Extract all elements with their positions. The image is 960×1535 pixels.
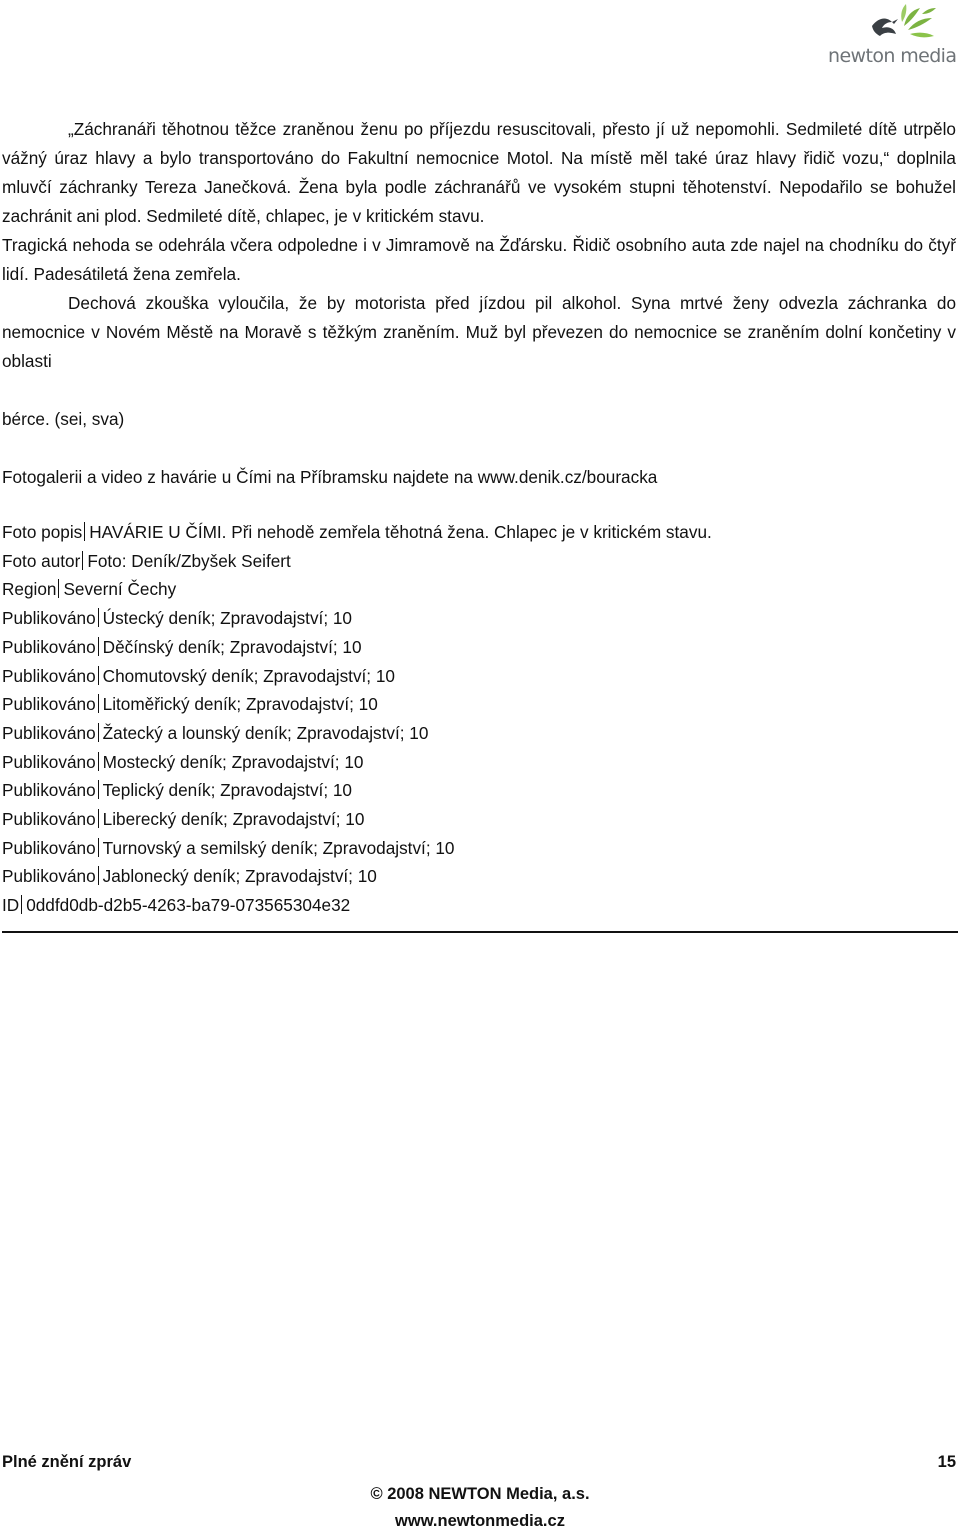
metadata-row: [2, 719, 956, 748]
metadata-value: Litoměřický deník; Zpravodajství; 10: [102, 694, 378, 715]
article-paragraph: Fotogalerii a video z havárie u Čími na Příbramsku najdete na www.denik.cz/bouracka: [2, 467, 658, 487]
newton-media-logo: [826, 4, 958, 68]
metadata-list: [2, 518, 956, 920]
metadata-key: Publikováno: [2, 809, 96, 830]
article-paragraph: Tragická nehoda se odehrála včera odpoledne i v Jimramově na Žďársku. Řidič osobního auta zde najel na chodníku do čtyř lidí. Padesátiletá žena zemřela.: [2, 235, 956, 284]
metadata-row: [2, 575, 956, 604]
metadata-key: Region: [2, 579, 57, 600]
metadata-value: Jablonecký deník; Zpravodajství; 10: [102, 866, 377, 887]
metadata-key: Publikováno: [2, 722, 96, 743]
metadata-row: [2, 748, 956, 777]
metadata-key: Foto popis: [2, 522, 83, 542]
footer-url: www.newtonmedia.cz: [395, 1512, 565, 1530]
metadata-value: Liberecký deník; Zpravodajství; 10: [102, 809, 365, 830]
article-body: [2, 115, 956, 492]
metadata-row: [2, 862, 956, 891]
metadata-row: [2, 805, 956, 834]
metadata-value: Turnovský a semilský deník; Zpravodajství; 10: [102, 837, 455, 858]
logo-text: newton media: [828, 45, 957, 67]
page-number: 15: [937, 1453, 956, 1471]
article-paragraph: bérce. (sei, sva): [2, 409, 125, 429]
metadata-row: [2, 891, 956, 920]
metadata-row: [2, 834, 956, 863]
metadata-value: Severní Čechy: [63, 579, 177, 600]
article-paragraph: „Záchranáři těhotnou těžce zraněnou ženu po příjezdu resuscitovali, přesto jí už nepomohli. Sedmileté dítě utrpělo vážný úraz hlavy a bylo transportováno do Fakultní nemocnice Motol. Na místě měl také úraz hlavy řidič vozu,“ doplnila mluvčí záchranky Tereza Janečková. Žena byla podle záchranářů ve vysokém stupni těhotenství. Nepodařilo se bohužel zachránit ani plod. Sedmileté dítě, chlapec, je v kritickém stavu.: [2, 119, 956, 226]
metadata-value: HAVÁRIE U ČÍMI. Při nehodě zemřela těhotná žena. Chlapec je v kritickém stavu.: [89, 522, 712, 542]
metadata-key: Publikováno: [2, 694, 96, 715]
metadata-key: ID: [2, 895, 20, 916]
metadata-key: Publikováno: [2, 780, 96, 801]
footer-title: Plné znění zpráv: [2, 1453, 132, 1471]
horizontal-divider: [2, 931, 958, 933]
metadata-key: Publikováno: [2, 866, 96, 887]
metadata-value: 0ddfd0db-d2b5-4263-ba79-073565304e32: [26, 895, 351, 916]
metadata-value: Ústecký deník; Zpravodajství; 10: [102, 608, 352, 629]
metadata-row: [2, 633, 956, 662]
metadata-value: Chomutovský deník; Zpravodajství; 10: [102, 665, 395, 686]
metadata-key: Publikováno: [2, 837, 96, 858]
metadata-row: [2, 547, 956, 576]
metadata-value: Žatecký a lounský deník; Zpravodajství; 10: [102, 722, 429, 743]
metadata-key: Foto autor: [2, 550, 81, 571]
footer-center: [0, 1481, 960, 1535]
metadata-row: [2, 662, 956, 691]
metadata-key: Publikováno: [2, 751, 96, 772]
metadata-value: Teplický deník; Zpravodajství; 10: [102, 780, 352, 801]
metadata-value: Foto: Deník/Zbyšek Seifert: [87, 550, 291, 571]
article-paragraph: Dechová zkouška vyloučila, že by motorista před jízdou pil alkohol. Syna mrtvé ženy odvezla záchranka do nemocnice v Novém Městě na Moravě s těžkým zraněním. Muž byl převezen do nemocnice se zraněním dolní končetiny v oblasti: [2, 293, 956, 371]
metadata-key: Publikováno: [2, 665, 96, 686]
metadata-row: [2, 776, 956, 805]
metadata-row: [2, 604, 956, 633]
copyright: © 2008 NEWTON Media, a.s.: [370, 1485, 590, 1503]
metadata-key: Publikováno: [2, 636, 96, 657]
metadata-row: [2, 690, 956, 719]
bird-logo-icon: [826, 4, 958, 48]
metadata-key: Publikováno: [2, 608, 96, 629]
metadata-value: Děčínský deník; Zpravodajství; 10: [102, 636, 362, 657]
metadata-row: [2, 518, 956, 547]
metadata-value: Mostecký deník; Zpravodajství; 10: [102, 751, 364, 772]
